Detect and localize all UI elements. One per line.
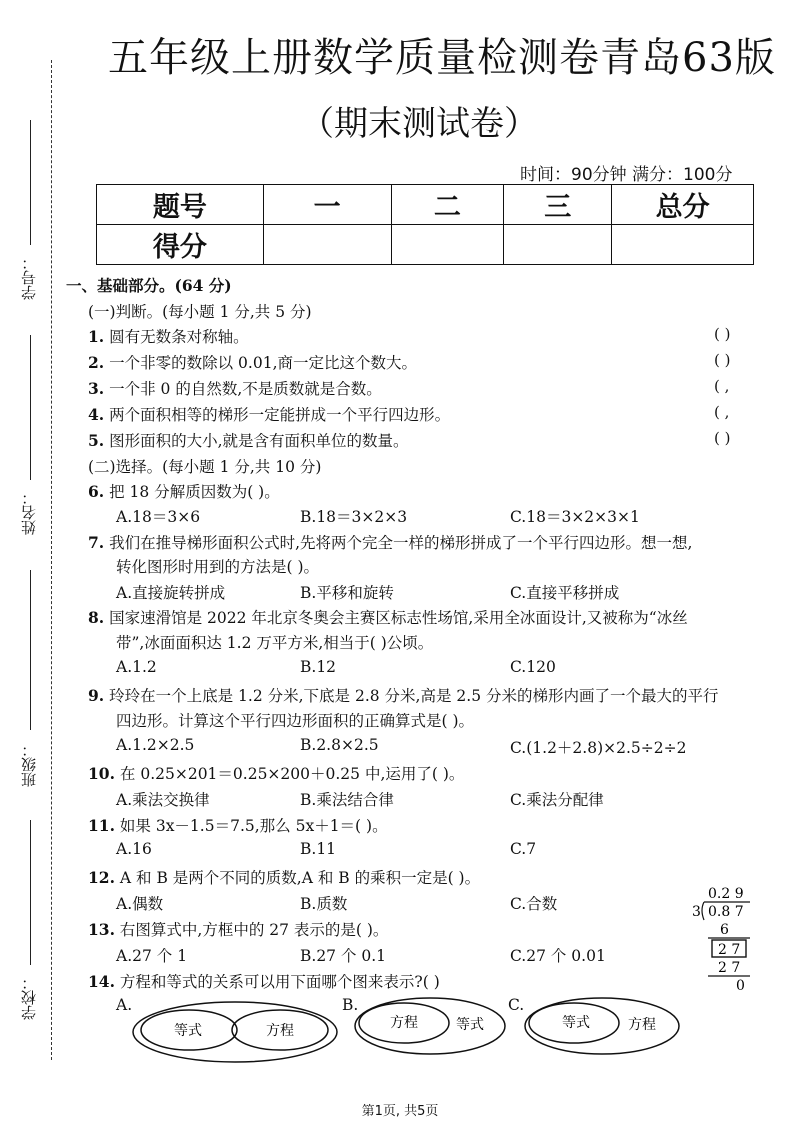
venn-c-equation-label: 方程	[628, 1017, 656, 1033]
option-c[interactable]: C.120	[510, 658, 556, 676]
venn-diagram-a[interactable]	[130, 1000, 340, 1072]
exam-time: 时间：90分钟	[520, 165, 627, 185]
judge-title: (一)判断。(每小题 1 分,共 5 分)	[88, 303, 312, 321]
option-b[interactable]: B.乘法结合律	[300, 791, 394, 809]
option-c[interactable]: C.7	[510, 840, 537, 858]
division-divisor: 3	[692, 904, 701, 920]
option-c[interactable]: C.(1.2＋2.8)×2.5÷2÷2	[510, 739, 687, 757]
choice-title: (二)选择。(每小题 1 分,共 10 分)	[88, 458, 322, 476]
venn-b-equation-label: 方程	[390, 1015, 418, 1031]
division-remainder: 0	[736, 978, 745, 994]
option-b[interactable]: B.11	[300, 840, 337, 858]
option-c[interactable]: C.27 个 0.01	[510, 947, 606, 965]
question-8: 8. 国家速滑馆是 2022 年北京冬奥会主赛区标志性场馆,采用全冰面设计,又被称为“冰丝	[88, 608, 688, 627]
division-quotient: 0.2 9	[708, 886, 744, 902]
division-step-2: 2 7	[718, 960, 741, 976]
option-a[interactable]: A.	[116, 996, 133, 1014]
answer-paren[interactable]: ( )	[714, 325, 731, 343]
option-a[interactable]: A.直接旋转拼成	[116, 584, 226, 602]
long-division-figure	[690, 884, 760, 994]
venn-b-equality-label: 等式	[456, 1017, 484, 1033]
student-id-label: 学号：	[20, 255, 38, 300]
page-title: 五年级上册数学质量检测卷青岛63版	[108, 35, 776, 81]
option-b[interactable]: B.平移和旋转	[300, 584, 394, 602]
school-line	[30, 820, 31, 965]
question-10: 10. 在 0.25×201＝0.25×200＋0.25 中,运用了( )。	[88, 764, 465, 783]
score-header-cell: 二	[391, 185, 504, 225]
division-step-1: 6	[720, 922, 729, 938]
option-b[interactable]: B.18＝3×2×3	[300, 508, 408, 526]
venn-c-equality-label: 等式	[562, 1015, 590, 1031]
score-header-cell: 一	[263, 185, 391, 225]
option-c[interactable]: C.乘法分配律	[510, 791, 604, 809]
school-label: 学校：	[20, 975, 38, 1020]
option-b[interactable]: B.2.8×2.5	[300, 736, 379, 754]
name-label: 姓名：	[20, 490, 38, 535]
class-line	[30, 570, 31, 730]
division-boxed-27: 2 7	[718, 942, 741, 958]
score-cell[interactable]	[263, 225, 391, 265]
page-subtitle: （期末测试卷）	[300, 104, 538, 144]
name-line	[30, 335, 31, 480]
answer-paren[interactable]: ( )	[714, 351, 731, 369]
option-a[interactable]: A.1.2×2.5	[116, 736, 195, 754]
answer-paren[interactable]: ( ,	[714, 403, 730, 421]
score-cell[interactable]	[504, 225, 612, 265]
score-header-cell: 总分	[612, 185, 754, 225]
venn-diagram-b[interactable]	[352, 996, 508, 1060]
option-a[interactable]: A.18＝3×6	[116, 508, 201, 526]
option-a[interactable]: A.1.2	[116, 658, 157, 676]
exam-full-score: 满分：100分	[632, 165, 733, 185]
option-a[interactable]: A.偶数	[116, 895, 164, 913]
score-header-cell: 三	[504, 185, 612, 225]
score-cell[interactable]	[391, 225, 504, 265]
question-13: 13. 右图算式中,方框中的 27 表示的是( )。	[88, 920, 389, 939]
score-table	[96, 184, 754, 265]
judge-item: 1. 圆有无数条对称轴。	[88, 327, 249, 346]
option-c[interactable]: C.直接平移拼成	[510, 584, 620, 602]
page-footer: 第1页, 共5页	[361, 1104, 439, 1119]
judge-item: 3. 一个非 0 的自然数,不是质数就是合数。	[88, 379, 382, 398]
judge-item: 5. 图形面积的大小,就是含有面积单位的数量。	[88, 431, 409, 450]
class-label: 班级：	[20, 742, 38, 787]
venn-a-equality-label: 等式	[174, 1023, 202, 1039]
option-a[interactable]: A.27 个 1	[116, 947, 188, 965]
question-8-line2: 带”,冰面面积达 1.2 万平方米,相当于( )公顷。	[116, 634, 434, 652]
option-b[interactable]: B.27 个 0.1	[300, 947, 387, 965]
question-14: 14. 方程和等式的关系可以用下面哪个图来表示?( )	[88, 972, 440, 991]
question-11: 11. 如果 3x－1.5＝7.5,那么 5x＋1＝( )。	[88, 816, 388, 835]
score-cell[interactable]	[612, 225, 754, 265]
judge-item: 4. 两个面积相等的梯形一定能拼成一个平行四边形。	[88, 405, 451, 424]
venn-a-equation-label: 方程	[266, 1023, 294, 1039]
option-a[interactable]: A.乘法交换律	[116, 791, 210, 809]
question-7: 7. 我们在推导梯形面积公式时,先将两个完全一样的梯形拼成了一个平行四边形。想一想,	[88, 533, 693, 552]
option-c[interactable]: C.	[508, 996, 525, 1014]
option-b[interactable]: B.质数	[300, 895, 348, 913]
score-row-label: 得分	[97, 225, 264, 265]
option-c[interactable]: C.18＝3×2×3×1	[510, 508, 640, 526]
division-dividend: 0.8 7	[708, 904, 744, 920]
score-header-cell: 题号	[97, 185, 264, 225]
option-b[interactable]: B.	[342, 996, 359, 1014]
option-b[interactable]: B.12	[300, 658, 337, 676]
question-9-line2: 四边形。计算这个平行四边形面积的正确算式是( )。	[116, 712, 475, 730]
answer-paren[interactable]: ( )	[714, 429, 731, 447]
score-table-score-row	[97, 225, 754, 265]
answer-paren[interactable]: ( ,	[714, 377, 730, 395]
question-9: 9. 玲玲在一个上底是 1.2 分米,下底是 2.8 分米,高是 2.5 分米的梯形内画了一个最大的平行	[88, 686, 719, 705]
option-c[interactable]: C.合数	[510, 895, 558, 913]
exam-meta	[520, 160, 733, 185]
judge-item: 2. 一个非零的数除以 0.01,商一定比这个数大。	[88, 353, 417, 372]
student-id-line	[30, 120, 31, 245]
question-6: 6. 把 18 分解质因数为( )。	[88, 482, 280, 501]
question-12: 12. A 和 B 是两个不同的质数,A 和 B 的乘积一定是( )。	[88, 868, 481, 887]
score-table-header-row	[97, 185, 754, 225]
question-7-line2: 转化图形时用到的方法是( )。	[116, 558, 320, 576]
binding-dashed-line	[51, 60, 52, 1060]
option-a[interactable]: A.16	[116, 840, 152, 858]
section-title: 一、基础部分。(64 分)	[66, 276, 232, 295]
venn-diagram-c[interactable]	[522, 996, 682, 1060]
